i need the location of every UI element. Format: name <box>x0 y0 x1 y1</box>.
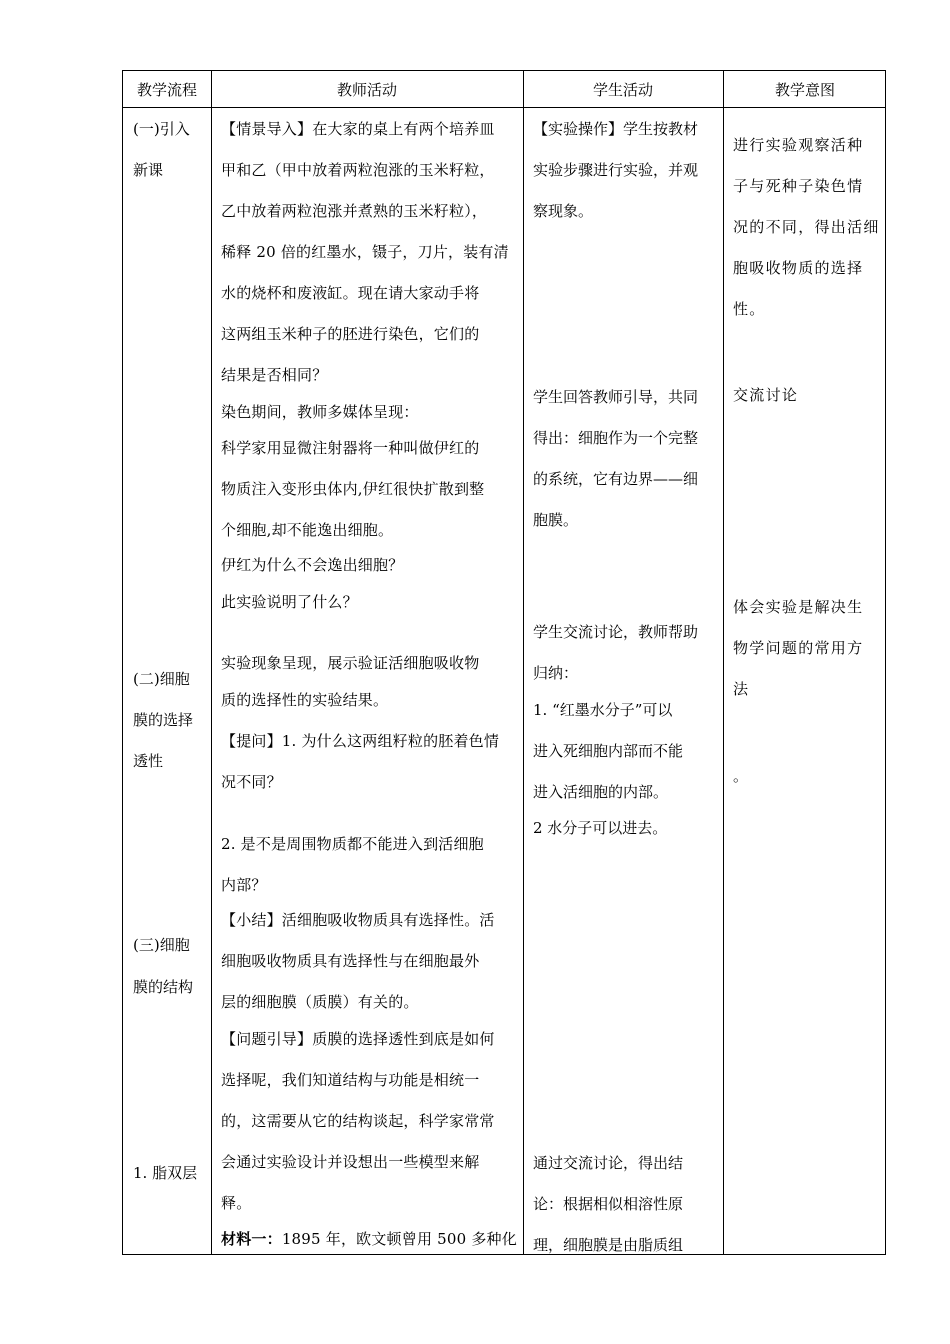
teacher-activity-line <box>221 1193 251 1213</box>
lesson-plan-table <box>122 70 886 1255</box>
teacher-activity-line <box>221 834 484 854</box>
line-text: 物学问题的常用方 <box>733 639 864 657</box>
header-flow: 教学流程 <box>136 81 197 99</box>
student-activity-line <box>533 119 698 139</box>
teaching-intent-line <box>733 258 863 278</box>
student-activity-line <box>533 782 668 802</box>
line-text: 【小结】活细胞吸收物质具有选择性。活 <box>221 911 495 929</box>
teacher-activity-line <box>221 875 267 895</box>
teacher-activity-line <box>221 690 388 710</box>
teacher-activity-line <box>221 910 495 930</box>
line-text: 1895 年，欧文顿曾用 500 多种化 <box>281 1230 517 1248</box>
teacher-activity-line <box>221 324 479 344</box>
line-text: 胞膜。 <box>533 511 579 529</box>
teaching-intent-line <box>733 597 863 617</box>
line-text: 胞吸收物质的选择 <box>733 259 864 277</box>
header-intent: 教学意图 <box>774 81 835 99</box>
flow-step-line <box>133 751 163 771</box>
line-text: 论：根据相似相溶性原 <box>533 1195 684 1213</box>
header-teacher: 教师活动 <box>336 81 397 99</box>
line-text: 质的选择性的实验结果。 <box>221 691 389 709</box>
line-text: (一)引入 <box>133 120 190 138</box>
line-text: 归纳： <box>533 664 579 682</box>
teacher-activity-line <box>221 520 393 540</box>
teaching-intent-line <box>733 766 749 786</box>
line-text: 释。 <box>221 1194 252 1212</box>
line-text: 物质注入变形虫体内,伊红很快扩散到整 <box>221 480 485 498</box>
line-text: 实验步骤进行实验，并观 <box>533 161 699 179</box>
flow-step-line <box>133 119 190 139</box>
line-text: 这两组玉米种子的胚进行染色，它们的 <box>221 325 480 343</box>
line-text: 学生回答教师引导，共同 <box>533 388 699 406</box>
student-activity-line <box>533 700 672 720</box>
line-text: 膜的结构 <box>133 978 194 996</box>
line-text: 甲和乙（甲中放着两粒泡涨的玉米籽粒， <box>221 161 495 179</box>
line-text: 1. “红墨水分子”可以 <box>533 701 673 719</box>
student-activity-line <box>533 663 578 683</box>
student-activity-line <box>533 201 593 221</box>
line-text: 染色期间，教师多媒体呈现： <box>221 403 419 421</box>
teacher-activity-line <box>221 283 479 303</box>
line-text: 透性 <box>133 752 164 770</box>
teacher-activity-line <box>221 951 479 971</box>
line-text: 理，细胞膜是由脂质组 <box>533 1236 684 1254</box>
teaching-intent-line <box>733 135 863 155</box>
line-text: 况不同？ <box>221 773 282 791</box>
line-text: 【情景导入】在大家的桌上有两个培养皿 <box>221 120 495 138</box>
line-text: 子与死种子染色情 <box>733 177 864 195</box>
line-text: 个细胞,却不能逸出细胞。 <box>221 521 394 539</box>
line-text: 会通过实验设计并设想出一些模型来解 <box>221 1153 480 1171</box>
teacher-activity-line <box>221 772 282 792</box>
line-text: 性。 <box>733 300 766 318</box>
teacher-activity-line <box>221 1070 479 1090</box>
column-divider <box>723 71 724 1254</box>
student-activity-line <box>533 741 683 761</box>
line-text: 结果是否相同？ <box>221 366 328 384</box>
line-text: 选择呢，我们知道结构与功能是相统一 <box>221 1071 480 1089</box>
student-activity-line <box>533 160 698 180</box>
line-text: 得出：细胞作为一个完整 <box>533 429 699 447</box>
teacher-activity-line <box>221 555 403 575</box>
teacher-activity-line <box>221 365 327 385</box>
line-text: 2 水分子可以进去。 <box>533 819 668 837</box>
student-activity-line <box>533 469 698 489</box>
teacher-activity-line <box>221 1111 495 1131</box>
line-text: 细胞吸收物质具有选择性与在细胞最外 <box>221 952 480 970</box>
line-text: 内部？ <box>221 876 267 894</box>
student-activity-line <box>533 1235 683 1255</box>
teaching-intent-line <box>733 385 798 405</box>
line-text: 的系统，它有边界——细 <box>533 470 699 488</box>
column-divider <box>211 71 212 1254</box>
line-text: 进入活细胞的内部。 <box>533 783 669 801</box>
line-text: 膜的选择 <box>133 711 194 729</box>
teacher-activity-line <box>221 242 509 262</box>
line-text: 科学家用显微注射器将一种叫做伊红的 <box>221 439 480 457</box>
line-text: 。 <box>733 767 750 785</box>
line-text: 乙中放着两粒泡涨并煮熟的玉米籽粒）， <box>221 202 488 220</box>
teacher-activity-line <box>221 119 495 139</box>
line-text: 体会实验是解决生 <box>733 598 864 616</box>
teaching-intent-line <box>733 638 863 658</box>
material-label: 材料一： <box>221 1230 282 1248</box>
teaching-intent-line <box>733 679 749 699</box>
line-text: 新课 <box>133 161 164 179</box>
flow-step-line <box>133 160 163 180</box>
line-text: 交流讨论 <box>733 386 799 404</box>
teacher-activity-line <box>221 653 479 673</box>
flow-step-line <box>133 1163 197 1183</box>
teacher-activity-line <box>221 592 358 612</box>
student-activity-line <box>533 818 667 838</box>
flow-step-line <box>133 977 193 997</box>
line-text: 【提问】1. 为什么这两组籽粒的胚着色情 <box>221 732 500 750</box>
line-text: 通过交流讨论，得出结 <box>533 1154 684 1172</box>
teacher-activity-line <box>221 160 495 180</box>
line-text: 伊红为什么不会逸出细胞？ <box>221 556 404 574</box>
flow-step-line <box>133 935 190 955</box>
student-activity-line <box>533 1153 683 1173</box>
flow-step-line <box>133 669 190 689</box>
line-text: 进行实验观察活种 <box>733 136 864 154</box>
line-text: 水的烧杯和废液缸。现在请大家动手将 <box>221 284 480 302</box>
teacher-activity-line <box>221 992 419 1012</box>
line-text: 实验现象呈现，展示验证活细胞吸收物 <box>221 654 480 672</box>
line-text: 况的不同，得出活细 <box>733 218 880 236</box>
line-text: 的，这需要从它的结构谈起，科学家常常 <box>221 1112 495 1130</box>
teaching-intent-line <box>733 176 863 196</box>
student-activity-line <box>533 428 698 448</box>
line-text: 【问题引导】质膜的选择透性到底是如何 <box>221 1030 495 1048</box>
column-divider <box>523 71 524 1254</box>
teaching-intent-line <box>733 217 880 237</box>
header-divider <box>123 107 885 108</box>
teacher-activity-line <box>221 479 484 499</box>
header-student: 学生活动 <box>592 81 653 99</box>
teacher-activity-line <box>221 438 479 458</box>
line-text: 学生交流讨论，教师帮助 <box>533 623 699 641</box>
flow-step-line <box>133 710 193 730</box>
student-activity-line <box>533 387 698 407</box>
line-text: 1. 脂双层 <box>133 1164 198 1182</box>
teaching-intent-line <box>733 299 766 319</box>
student-activity-line <box>533 510 578 530</box>
teacher-activity-line <box>221 1229 517 1249</box>
teacher-activity-line <box>221 1152 479 1172</box>
line-text: 2. 是不是周围物质都不能进入到活细胞 <box>221 835 484 853</box>
line-text: 【实验操作】学生按教材 <box>533 120 699 138</box>
line-text: 察现象。 <box>533 202 594 220</box>
teacher-activity-line <box>221 402 419 422</box>
line-text: 层的细胞膜（质膜）有关的。 <box>221 993 419 1011</box>
student-activity-line <box>533 1194 683 1214</box>
line-text: 此实验说明了什么？ <box>221 593 358 611</box>
teacher-activity-line <box>221 731 499 751</box>
teacher-activity-line <box>221 1029 495 1049</box>
line-text: 法 <box>733 680 750 698</box>
student-activity-line <box>533 622 698 642</box>
line-text: 稀释 20 倍的红墨水，镊子，刀片，装有清 <box>221 243 509 261</box>
teacher-activity-line <box>221 201 487 221</box>
line-text: (二)细胞 <box>133 670 190 688</box>
line-text: (三)细胞 <box>133 936 190 954</box>
line-text: 进入死细胞内部而不能 <box>533 742 684 760</box>
